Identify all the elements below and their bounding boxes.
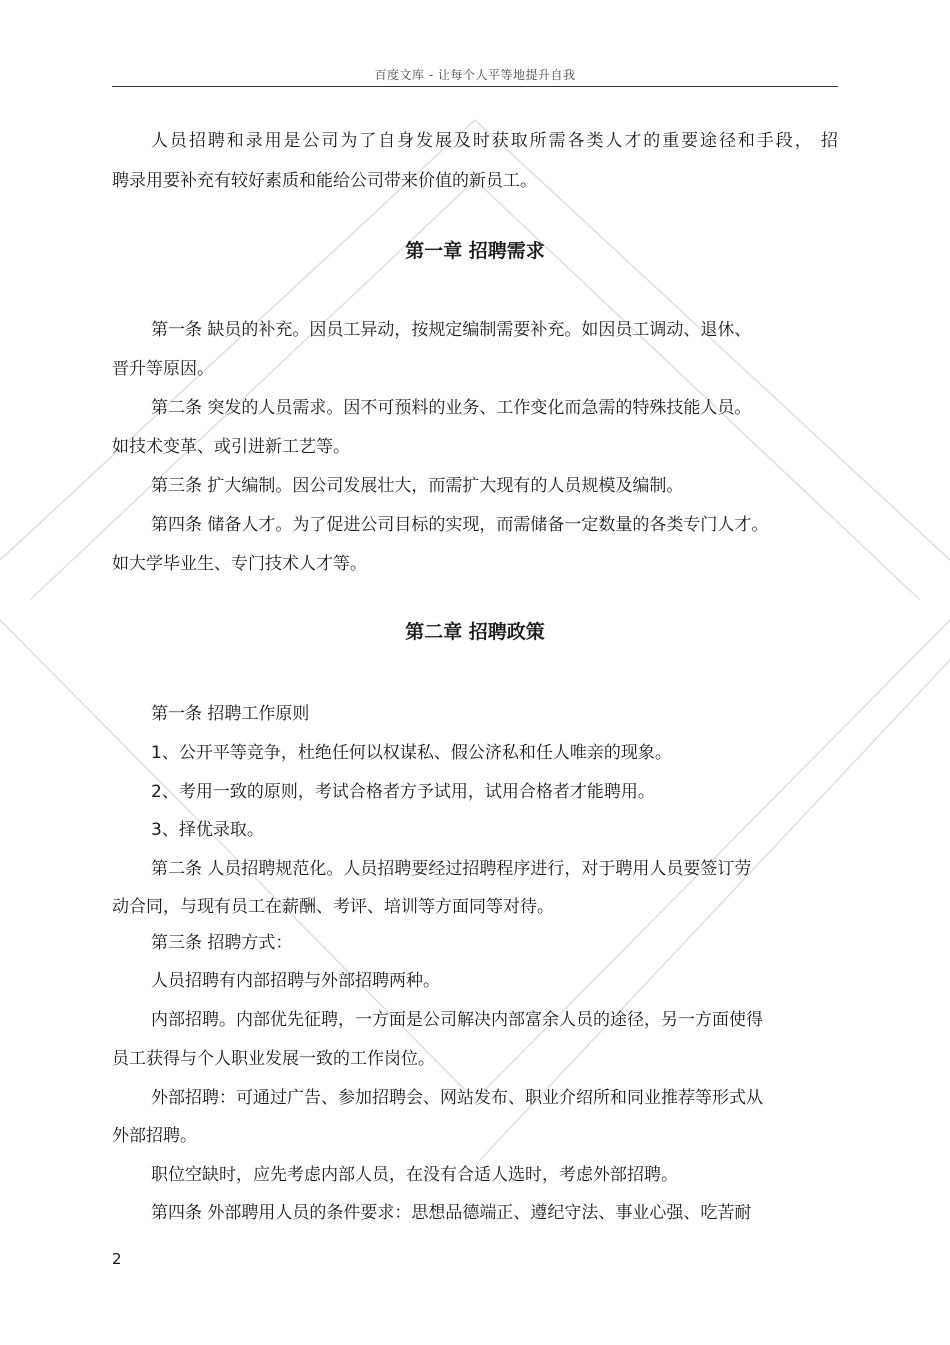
ch2-line: 2、考用一致的原则，考试合格者方予试用，试用合格者才能聘用。 [151, 782, 655, 802]
ch2-line: 内部招聘。内部优先征聘，一方面是公司解决内部富余人员的途径，另一方面使得 [151, 1010, 763, 1030]
ch2-line: 第三条 招聘方式： [151, 933, 293, 953]
ch2-line: 外部招聘。 [112, 1126, 197, 1146]
ch2-line: 第一条 招聘工作原则 [151, 704, 310, 724]
ch1-article-4-line-1: 第四条 储备人才。为了促进公司目标的实现，而需储备一定数量的各类专门人才。 [151, 515, 769, 535]
ch1-article-2-line-1: 第二条 突发的人员需求。因不可预料的业务、工作变化而急需的特殊技能人员。 [151, 398, 752, 418]
chapter-1-title: 第一章 招聘需求 [405, 240, 545, 262]
page-header: 百度文库 - 让每个人平等地提升自我 [374, 68, 576, 82]
header-divider [112, 86, 838, 87]
ch2-line: 人员招聘有内部招聘与外部招聘两种。 [151, 971, 440, 991]
ch1-article-3-line-1: 第三条 扩大编制。因公司发展壮大，而需扩大现有的人员规模及编制。 [151, 476, 684, 496]
intro-line-2: 聘录用要补充有较好素质和能给公司带来价值的新员工。 [112, 171, 537, 191]
ch2-line: 职位空缺时，应先考虑内部人员，在没有合适人选时，考虑外部招聘。 [151, 1165, 678, 1185]
ch2-line: 员工获得与个人职业发展一致的工作岗位。 [112, 1049, 435, 1069]
ch1-article-1-line-2: 晋升等原因。 [112, 359, 214, 379]
intro-line-1: 人员招聘和录用是公司为了自身发展及时获取所需各类人才的重要途径和手段， 招 [151, 131, 838, 151]
page-number: 2 [112, 1250, 122, 1268]
ch1-article-2-line-2: 如技术变革、或引进新工艺等。 [112, 437, 350, 457]
ch1-article-4-line-2: 如大学毕业生、专门技术人才等。 [112, 554, 367, 574]
ch2-line: 动合同，与现有员工在薪酬、考评、培训等方面同等对待。 [112, 897, 554, 917]
ch2-line: 第四条 外部聘用人员的条件要求：思想品德端正、遵纪守法、事业心强、吃苦耐 [151, 1203, 752, 1223]
ch1-article-1-line-1: 第一条 缺员的补充。因员工异动，按规定编制需要补充。如因员工调动、退休、 [151, 320, 752, 340]
ch2-line: 第二条 人员招聘规范化。人员招聘要经过招聘程序进行，对于聘用人员要签订劳 [151, 859, 752, 879]
chapter-2-title: 第二章 招聘政策 [405, 621, 545, 643]
ch2-line: 外部招聘：可通过广告、参加招聘会、网站发布、职业介绍所和同业推荐等形式从 [151, 1088, 763, 1108]
ch2-line: 1、公开平等竞争，杜绝任何以权谋私、假公济私和任人唯亲的现象。 [151, 743, 672, 763]
ch2-line: 3、择优录取。 [151, 820, 264, 840]
